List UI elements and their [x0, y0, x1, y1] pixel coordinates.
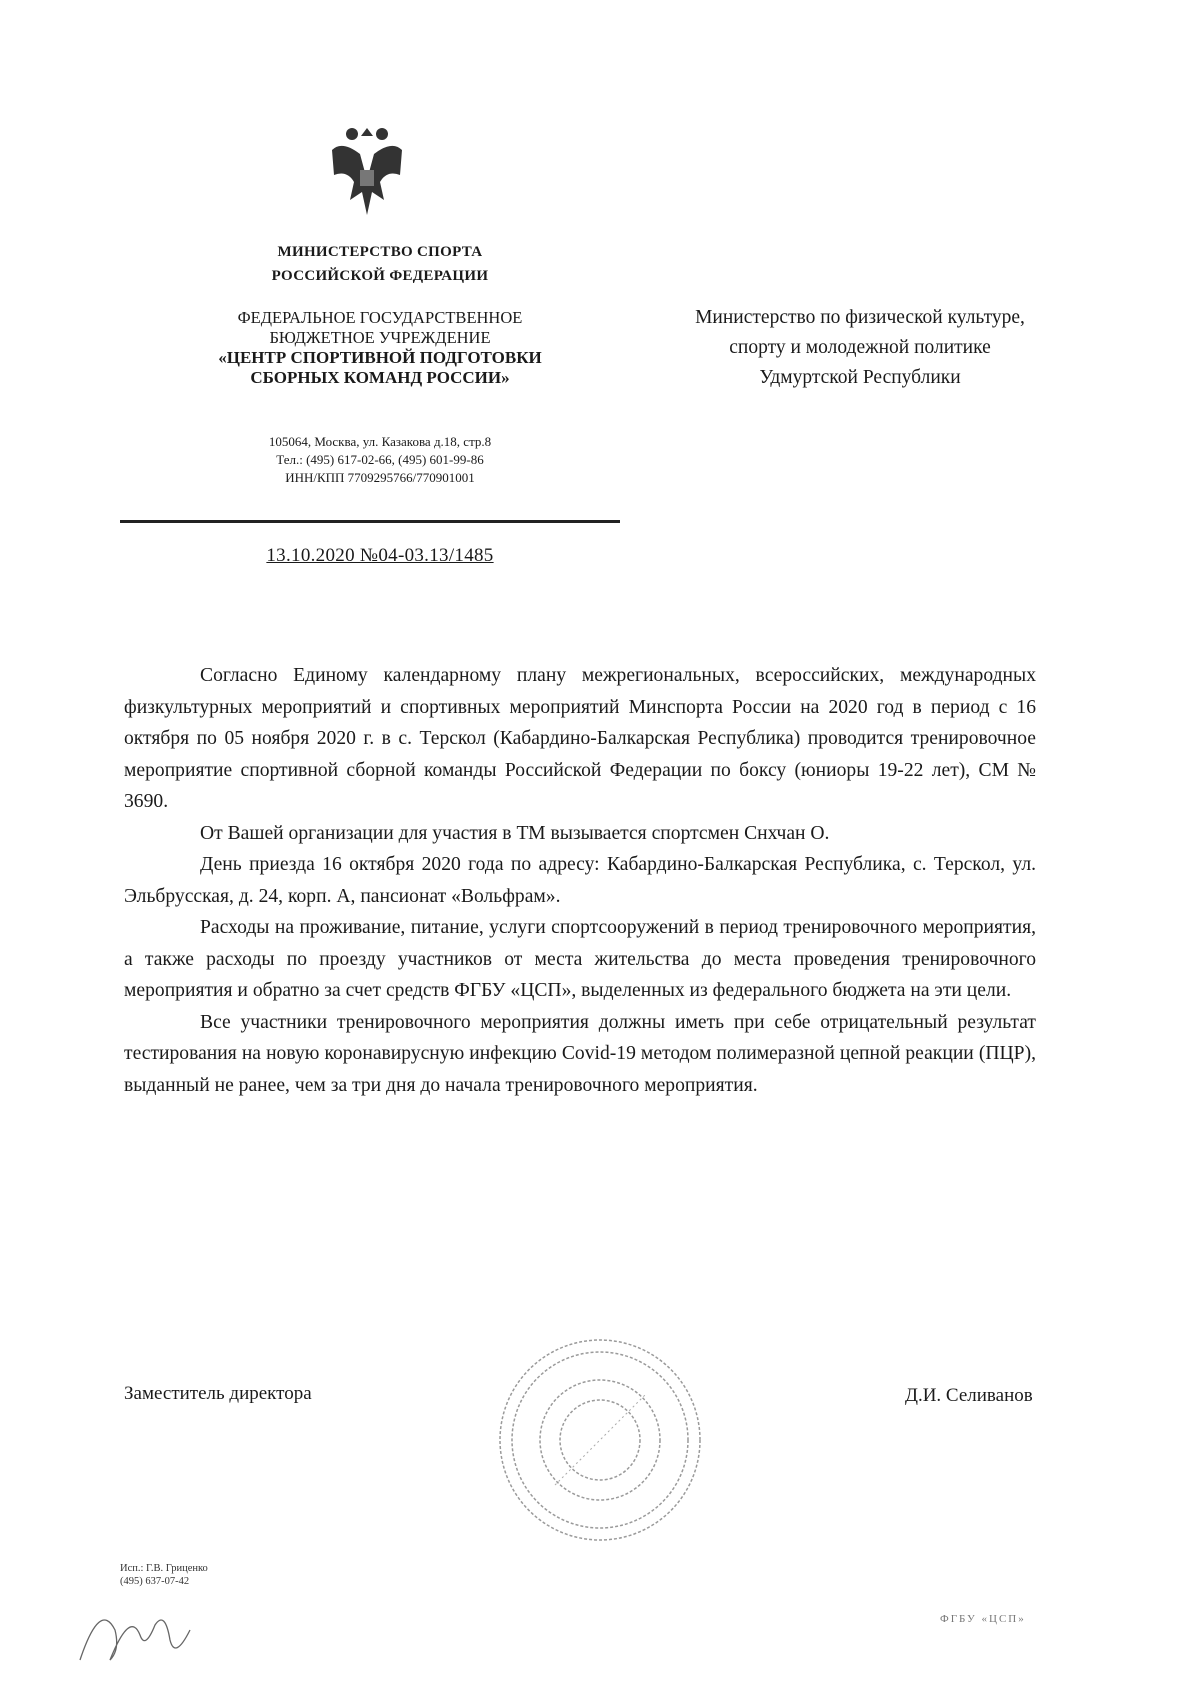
institution-line: СБОРНЫХ КОМАНД РОССИИ» — [250, 368, 510, 387]
body-paragraph: День приезда 16 октября 2020 года по адресу: Кабардино-Балкарская Республика, с. Терскол, ул. Эльбрусская, д. 24, корп. А, пансионат «Вольфрам». — [124, 854, 1036, 907]
ministry-line: РОССИЙСКОЙ ФЕДЕРАЦИИ — [271, 268, 489, 284]
body-paragraph: Все участники тренировочного мероприятия должны иметь при себе отрицательный результат тестирования на новую коронавирусную инфекцию Covid-19 методом полимеразной цепной реакции (ПЦР), выданный не ранее, чем за три дня до начала тренировочного мероприятия. — [124, 1011, 1036, 1096]
signatory-name: Д.И. Селиванов — [905, 1385, 1033, 1406]
ministry-name — [120, 240, 640, 288]
body-paragraph: От Вашей организации для участия в ТМ вызывается спортсмен Снхчан О. — [200, 822, 830, 844]
signatory-position: Заместитель директора — [124, 1383, 312, 1404]
official-stamp — [495, 1335, 705, 1545]
letter-body — [124, 660, 1036, 1101]
institution-address — [120, 433, 640, 487]
coat-of-arms-emblem — [322, 120, 412, 220]
inn-line: ИНН/КПП 7709295766/770901001 — [285, 470, 475, 485]
recipient-line: Удмуртской Республики — [759, 367, 961, 388]
body-paragraph: Согласно Единому календарному плану межрегиональных, всероссийских, международных физкультурных мероприятий и спортивных мероприятий Минспорта России на 2020 год в период с 16 октября по 05 ноября 2020 г. в с. Терскол (Кабардино-Балкарская Республика) проводится тренировочное мероприятие спортивной сборной команды Российской Федерации по боксу (юниоры 19-22 лет), СМ № 3690. — [124, 665, 1036, 812]
executor-name: Исп.: Г.В. Гриценко — [120, 1563, 208, 1574]
recipient-line: спорту и молодежной политике — [729, 337, 991, 358]
ministry-line: МИНИСТЕРСТВО СПОРТА — [277, 244, 483, 260]
recipient-line: Министерство по физической культуре, — [695, 307, 1025, 328]
letterhead-divider — [120, 520, 620, 523]
institution-line: БЮДЖЕТНОЕ УЧРЕЖДЕНИЕ — [269, 328, 491, 347]
institution-line: ФЕДЕРАЛЬНОЕ ГОСУДАРСТВЕННОЕ — [237, 308, 523, 327]
institution-name — [120, 308, 640, 388]
registration-number: 13.10.2020 №04-03.13/1485 — [266, 545, 494, 566]
address-line: 105064, Москва, ул. Казакова д.18, стр.8 — [268, 434, 492, 449]
executor-phone: (495) 637-07-42 — [120, 1576, 190, 1587]
handwritten-signature — [70, 1590, 230, 1670]
body-paragraph: Расходы на проживание, питание, услуги спортсооружений в период тренировочного мероприятия, а также расходы по проезду участников от места жительства до места проведения тренировочного мероприятия и обратно за счет средств ФГБУ «ЦСП», выделенных из федерального бюджета на эти цели. — [124, 917, 1036, 1001]
phone-line: Тел.: (495) 617-02-66, (495) 601-99-86 — [276, 452, 484, 467]
institution-line: «ЦЕНТР СПОРТИВНОЙ ПОДГОТОВКИ — [218, 348, 542, 367]
recipient-block — [620, 303, 1100, 393]
executor-info — [120, 1562, 208, 1588]
incoming-stamp: ФГБУ «ЦСП» — [940, 1613, 1026, 1625]
